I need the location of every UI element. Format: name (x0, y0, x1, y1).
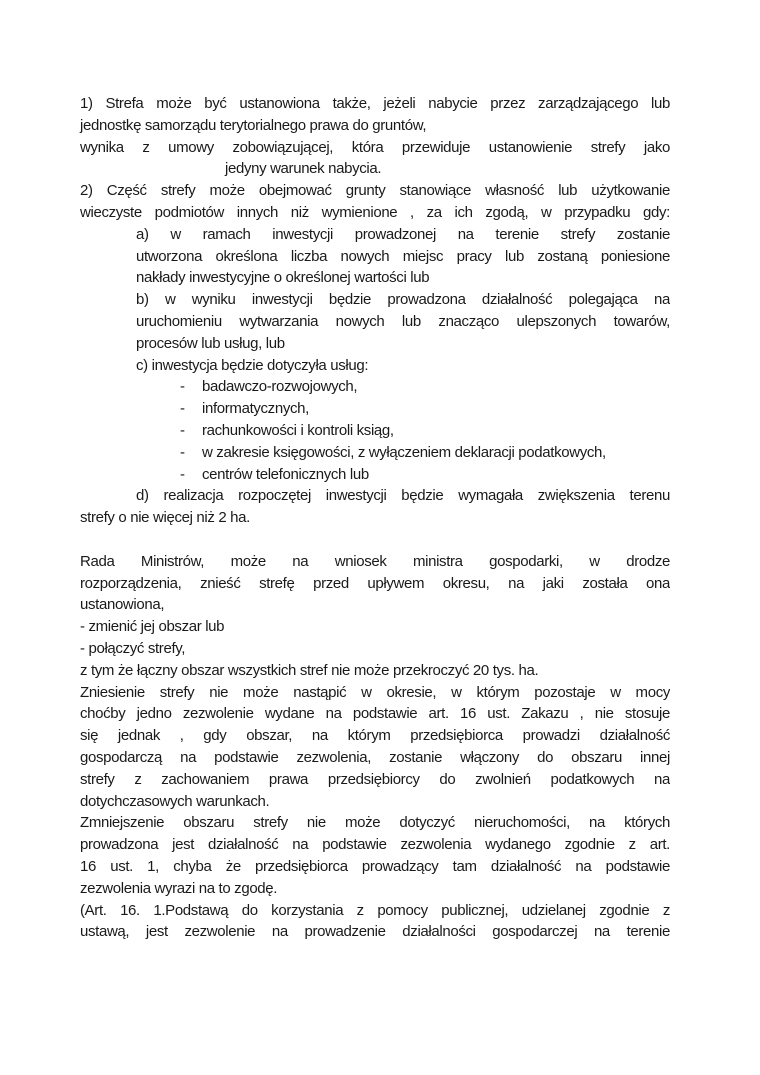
dash-bullet: - (180, 400, 185, 418)
list-item-a: a) w ramach inwestycji prowadzonej na terenie strefy zostanie (136, 225, 670, 243)
text-line: z tym że łączny obszar wszystkich stref nie może przekroczyć 20 tys. ha. (80, 661, 539, 679)
dash-item (180, 398, 670, 420)
dash-item-text: rachunkowości i kontroli ksiąg, (202, 422, 394, 439)
list-item-c: c) inwestycja będzie dotyczyła usług: (136, 356, 369, 374)
blank-line (80, 529, 670, 551)
text-line: 1) Strefa może być ustanowiona także, jeżeli nabycie przez zarządzającego lub (80, 95, 670, 112)
dash-item (180, 420, 670, 442)
text-line: strefy o nie więcej niż 2 ha. (80, 509, 250, 527)
dash-item-text: w zakresie księgowości, z wyłączeniem deklaracji podatkowych, (202, 443, 606, 461)
text-line: Rada Ministrów, może na wniosek ministra gospodarki, w drodze (80, 552, 670, 570)
dash-item-text: badawczo-rozwojowych, (202, 378, 358, 396)
dash-item (180, 376, 670, 398)
text-line: utworzona określona liczba nowych miejsc pracy lub zostaną poniesione (136, 247, 670, 265)
text-line: nakłady inwestycyjne o określonej wartości lub (136, 269, 430, 287)
text-line: Zniesienie strefy nie może nastąpić w okresie, w którym pozostaje w mocy (80, 683, 670, 701)
dash-bullet: - (180, 443, 185, 461)
text-line: Zmniejszenie obszaru strefy nie może dotyczyć nieruchomości, na których (80, 814, 670, 832)
text-line: jednostkę samorządu terytorialnego prawa do gruntów, (80, 116, 427, 134)
text-line: zezwolenia wyrazi na to zgodę. (80, 879, 278, 897)
dash-item-text: informatycznych, (202, 400, 309, 418)
text-line: (Art. 16. 1.Podstawą do korzystania z pomocy publicznej, udzielanej zgodnie z (80, 901, 670, 919)
text-line: wieczyste podmiotów innych niż wymienione , za ich zgodą, w przypadku gdy: (80, 204, 670, 221)
dash-bullet: - (180, 465, 185, 483)
list-item-d: d) realizacja rozpoczętej inwestycji będzie wymagała zwiększenia terenu (136, 487, 670, 505)
text-line: prowadzona jest działalność na podstawie zezwolenia wydanego zgodnie z art. (80, 836, 670, 854)
text-line: dotychczasowych warunkach. (80, 792, 270, 810)
text-line: ustanowiona, (80, 596, 165, 614)
dash-bullet: - (180, 378, 185, 396)
text-line: - zmienić jej obszar lub (80, 618, 225, 636)
text-line: gospodarczą na podstawie zezwolenia, zostanie włączony do obszaru innej (80, 749, 670, 766)
text-line: ustawą, jest zezwolenie na prowadzenie działalności gospodarczej na terenie (80, 923, 670, 941)
dash-item-text: centrów telefonicznych lub (202, 465, 369, 483)
text-line: 2) Część strefy może obejmować grunty stanowiące własność lub użytkowanie (80, 182, 670, 200)
text-line: choćby jedno zezwolenie wydane na podstawie art. 16 ust. Zakazu , nie stosuje (80, 705, 670, 723)
dash-item (180, 464, 670, 486)
text-line: 16 ust. 1, chyba że przedsiębiorca prowadzący tam działalność na podstawie (80, 858, 670, 875)
text-line: procesów lub usług, lub (136, 334, 285, 352)
dash-item (180, 442, 670, 464)
text-line: się jednak , gdy obszar, na którym przedsiębiorca prowadzi działalność (80, 727, 670, 745)
text-line: rozporządzenia, znieść strefę przed upływem okresu, na jaki została ona (80, 574, 670, 592)
dash-bullet: - (180, 422, 185, 439)
list-item-b: b) w wyniku inwestycji będzie prowadzona działalność polegająca na (136, 291, 670, 309)
text-line: wynika z umowy zobowiązującej, która przewiduje ustanowienie strefy jako (80, 138, 670, 156)
text-line: strefy z zachowaniem prawa przedsiębiorcy do zwolnień podatkowych na (80, 770, 670, 788)
text-line: jedyny warunek nabycia. (225, 160, 382, 178)
text-line: uruchomieniu wytwarzania nowych lub znacząco ulepszonych towarów, (136, 313, 670, 330)
text-line: - połączyć strefy, (80, 640, 186, 657)
